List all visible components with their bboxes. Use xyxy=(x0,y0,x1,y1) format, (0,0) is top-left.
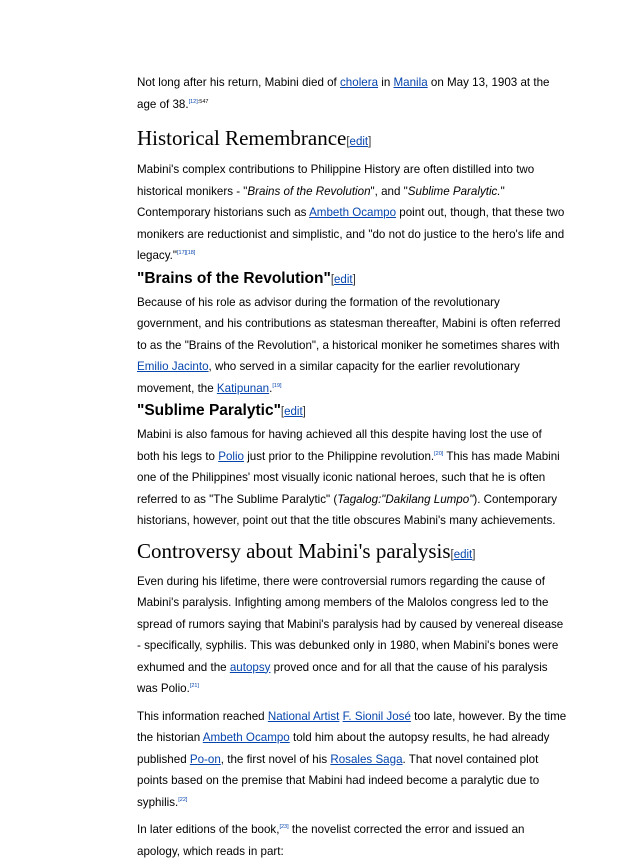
citation[interactable]: [22] xyxy=(178,796,188,803)
text: Mabini is also famous for having achieved all this despite having lost the use of both his legs to xyxy=(137,428,542,463)
citation-page: :547 xyxy=(197,98,209,105)
edit-link[interactable]: [edit] xyxy=(450,548,476,561)
text: in xyxy=(378,76,394,89)
text: , who served in a similar capacity for the earlier revolutionary movement, the xyxy=(137,360,520,395)
italic-text: Brains of the Revolution xyxy=(247,184,371,198)
heading-historical-remembrance xyxy=(137,125,567,155)
text: Even during his lifetime, there were controversial rumors regarding the cause of Mabini's paralysis. Infighting among members of the Malolos congress led to the spread of rumors saying that Mabini's paralysis had by caused by venereal disease - specifically, syphilis. This was debunked only in 1980, when Mabini's bones were exhumed and the xyxy=(137,574,564,674)
link-po-on[interactable]: Po-on xyxy=(189,752,221,766)
edit-link[interactable]: [edit] xyxy=(346,136,372,148)
link-autopsy[interactable]: autopsy xyxy=(229,660,271,674)
text: , the first novel of his xyxy=(220,752,331,766)
text: Mabini's complex contributions to Philippine History are often distilled into two historical monikers - " xyxy=(137,163,535,198)
link-ambeth-ocampo[interactable]: Ambeth Ocampo xyxy=(202,731,290,744)
text: Not long after his return, Mabini died of xyxy=(137,76,340,89)
citation[interactable]: [21] xyxy=(189,683,200,690)
text: just prior to the Philippine revolution. xyxy=(244,449,435,463)
heading-text: "Brains of the Revolution" xyxy=(137,269,331,287)
heading-text: Controversy about Mabini's paralysis xyxy=(137,538,451,563)
italic-text: Sublime Paralytic. xyxy=(407,184,501,198)
link-katipunan[interactable]: Katipunan xyxy=(216,381,270,395)
citation[interactable]: [23] xyxy=(279,824,289,831)
edit-link[interactable]: [edit] xyxy=(280,406,306,418)
citation[interactable]: [20] xyxy=(434,450,444,457)
italic-text: Tagalog:"Dakilang Lumpo" xyxy=(337,492,474,506)
text: the novelist corrected the error and issued an apology, which reads in part: xyxy=(137,823,525,858)
controversy-paragraph-2 xyxy=(137,706,567,814)
article-body xyxy=(137,72,567,862)
heading-sublime-paralytic xyxy=(137,401,567,422)
text: . That novel contained plot points based on the premise that Mabini had indeed become a paralytic due to syphilis. xyxy=(137,752,540,809)
edit-link-text[interactable]: edit xyxy=(284,406,303,418)
link-f-sionil-jose[interactable]: F. Sionil José xyxy=(342,709,411,723)
text: ", and " xyxy=(370,184,408,198)
link-national-artist[interactable]: National Artist xyxy=(267,709,340,723)
historical-paragraph xyxy=(137,159,567,267)
text: too late, however. By the time the historian xyxy=(137,709,567,744)
link-manila[interactable]: Manila xyxy=(393,76,428,89)
citation[interactable]: [12] xyxy=(188,98,198,105)
intro-paragraph xyxy=(137,72,567,115)
text: point out, though, that these two monikers are reductionist and simplistic, and "do not do justice to the hero's life and legacy." xyxy=(137,206,565,262)
text: told him about the autopsy results, he had already published xyxy=(137,731,550,766)
controversy-paragraph-3 xyxy=(137,819,567,862)
citation[interactable]: [17][18] xyxy=(177,250,196,257)
link-emilio-jacinto[interactable]: Emilio Jacinto xyxy=(137,360,209,373)
text: This has made Mabini one of the Philippines' most visually iconic national heroes, such that he is often referred to as "The Sublime Paralytic" ( xyxy=(137,449,560,506)
text: In later editions of the book, xyxy=(137,823,280,836)
text: on May 13, 1903 at the age of 38. xyxy=(137,76,550,111)
text: ). Contemporary historians, however, point out that the title obscures Mabini's many achievements. xyxy=(137,492,558,527)
link-ambeth-ocampo[interactable]: Ambeth Ocampo xyxy=(309,206,397,219)
citation[interactable]: [19] xyxy=(272,382,282,389)
text: " Contemporary historians such as xyxy=(137,184,505,219)
edit-link-text[interactable]: edit xyxy=(453,548,473,561)
link-cholera[interactable]: cholera xyxy=(340,76,379,89)
link-rosales-saga[interactable]: Rosales Saga xyxy=(330,752,403,766)
text: . xyxy=(269,381,273,395)
edit-link[interactable]: [edit] xyxy=(330,273,356,286)
text: This information reached xyxy=(137,709,268,723)
sublime-paragraph xyxy=(137,424,567,532)
edit-link-text[interactable]: edit xyxy=(334,273,353,286)
controversy-paragraph-1 xyxy=(137,571,567,700)
text: proved once and for all that the cause of his paralysis was Polio. xyxy=(137,660,548,695)
link-polio[interactable]: Polio xyxy=(218,449,244,463)
heading-text: Historical Remembrance xyxy=(137,126,347,150)
heading-controversy xyxy=(137,538,567,568)
brains-paragraph xyxy=(137,292,567,400)
heading-brains-of-the-revolution xyxy=(137,269,567,290)
edit-link-text[interactable]: edit xyxy=(349,136,369,148)
text: Because of his role as advisor during the formation of the revolutionary government, and his contributions as statesman thereafter, Mabini is often referred to as the "Brains of the Revolution", a historical moniker he sometimes shares with xyxy=(137,295,561,352)
heading-text: "Sublime Paralytic" xyxy=(137,402,281,419)
